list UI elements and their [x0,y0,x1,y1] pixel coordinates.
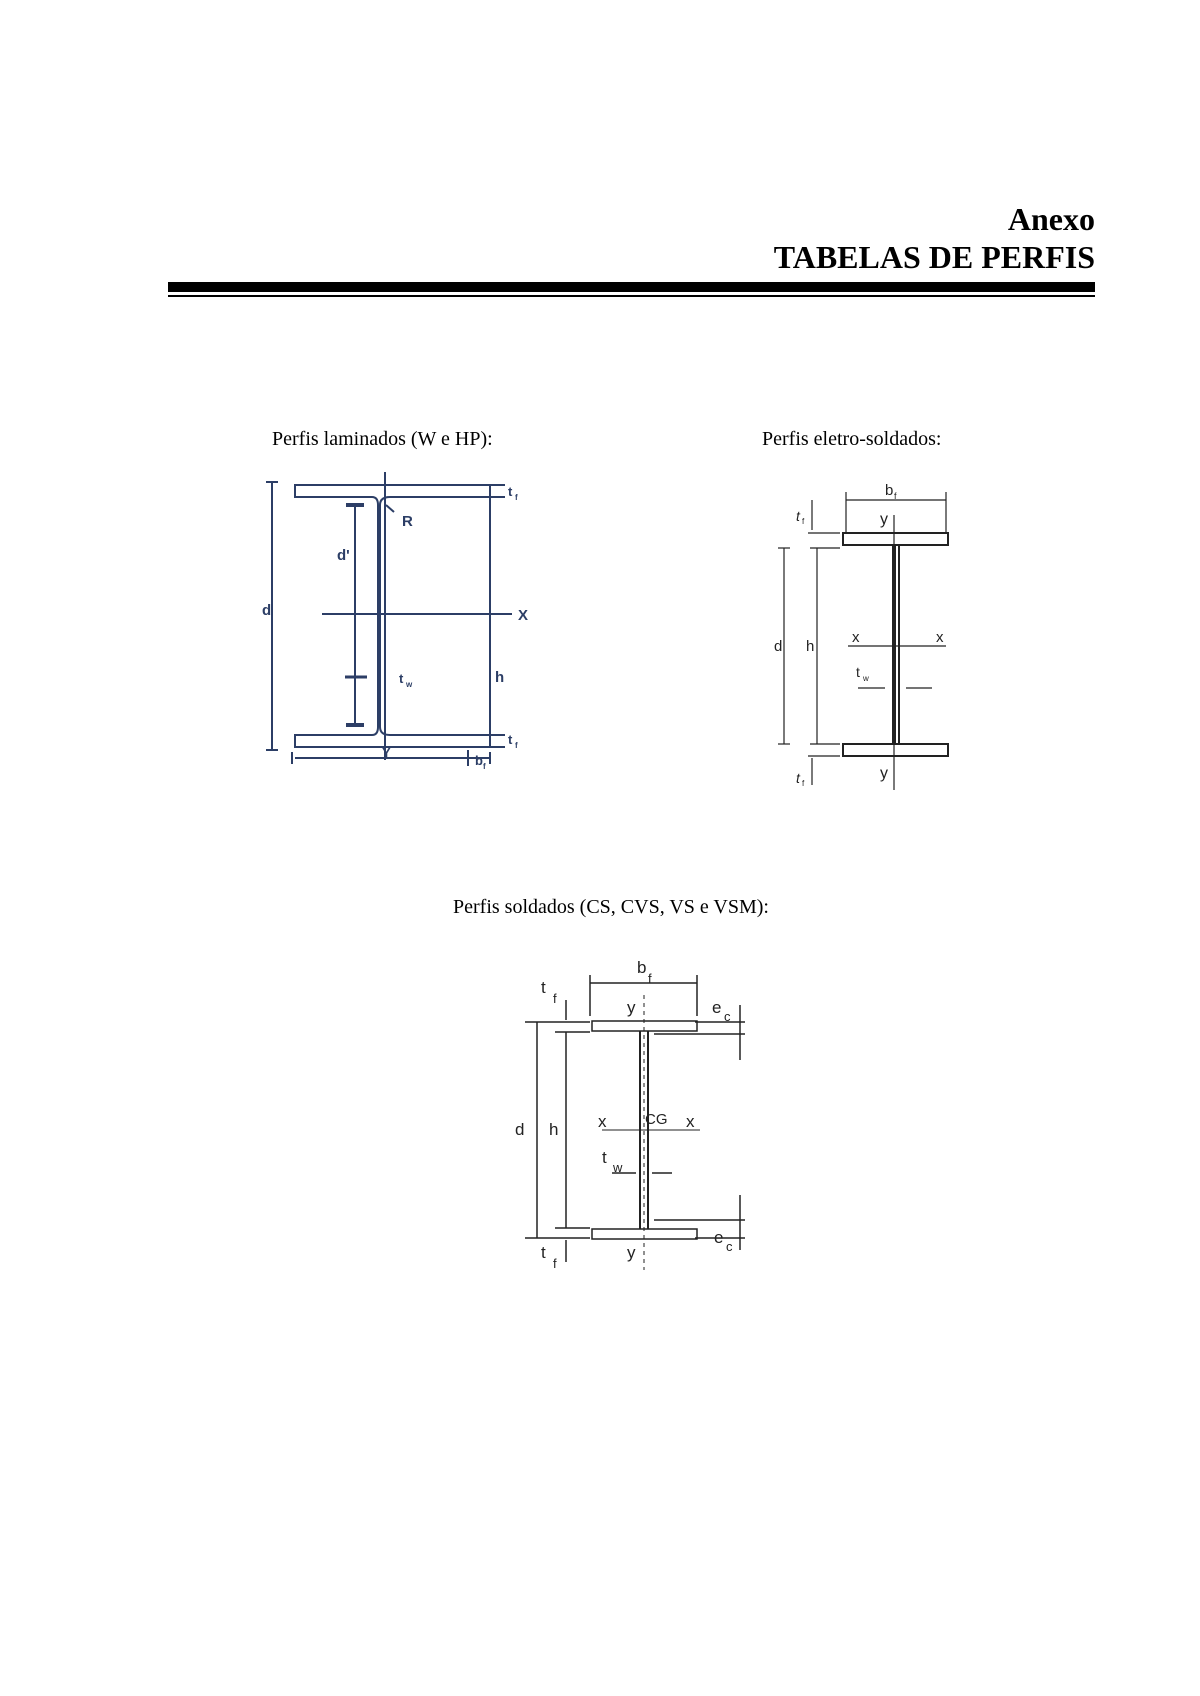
header-anexo: Anexo [1007,201,1095,237]
fig2-label-x-left: x [852,629,860,646]
svg-text:c: c [726,1239,733,1254]
fig3-label-ec-top: e [712,998,722,1017]
fig3-label-bf: b [637,958,647,977]
svg-text:f: f [802,779,805,788]
fig1-label-tf-bottom: t [508,732,513,747]
svg-text:f: f [648,971,652,986]
fig3-label-h: h [549,1120,559,1139]
svg-text:w: w [406,680,413,689]
fig3-label-x-right: x [686,1112,695,1131]
svg-text:w: w [863,674,869,683]
fig2-label-tf-bottom: t [796,770,800,786]
fig3-label-x-left: x [598,1112,607,1131]
fig3-label-tf-top: t [541,978,546,997]
svg-text:f: f [553,991,557,1006]
caption-soldados: Perfis soldados (CS, CVS, VS e VSM): [453,896,769,918]
fig3-label-y-bottom: y [627,1243,636,1262]
fig1-label-x: X [518,607,529,624]
svg-text:f: f [515,741,518,750]
fig1-label-h: h [495,669,505,686]
fig2-label-bf: b [885,482,894,499]
fig1-label-dprime: d' [337,547,350,564]
fig1-label-r: R [402,513,413,530]
fig1-label-y: Y [382,745,391,760]
fig1-label-bf: b [475,753,483,768]
fig1-label-d: d [262,602,272,619]
fig3-label-d: d [515,1120,525,1139]
svg-text:w: w [613,1160,623,1175]
fig2-label-h: h [806,638,815,655]
fig1-label-tf-top: t [508,484,513,499]
caption-eletro-soldados: Perfis eletro-soldados: [762,428,942,450]
svg-text:f: f [894,491,897,501]
fig2-label-x-right: x [936,629,944,646]
svg-text:f: f [553,1256,557,1271]
fig1-label-tw: t [399,671,404,686]
fig3-label-cg: CG [645,1111,668,1128]
svg-text:f: f [515,493,518,502]
caption-laminados: Perfis laminados (W e HP): [272,428,493,450]
svg-text:c: c [724,1009,731,1024]
header-title: TABELAS DE PERFIS [773,239,1095,275]
fig2-label-y-top: y [880,511,888,528]
svg-text:f: f [802,517,805,526]
svg-text:f: f [483,762,486,771]
fig2-label-tf-top: t [796,508,800,524]
fig2-label-d: d [774,638,783,655]
fig3-label-tf-bottom: t [541,1243,546,1262]
fig3-label-y-top: y [627,998,636,1017]
fig2-label-tw: t [856,664,860,680]
fig3-label-tw: t [602,1148,607,1167]
fig2-label-y-bottom: y [880,765,888,782]
fig3-label-ec-bottom: e [714,1228,724,1247]
